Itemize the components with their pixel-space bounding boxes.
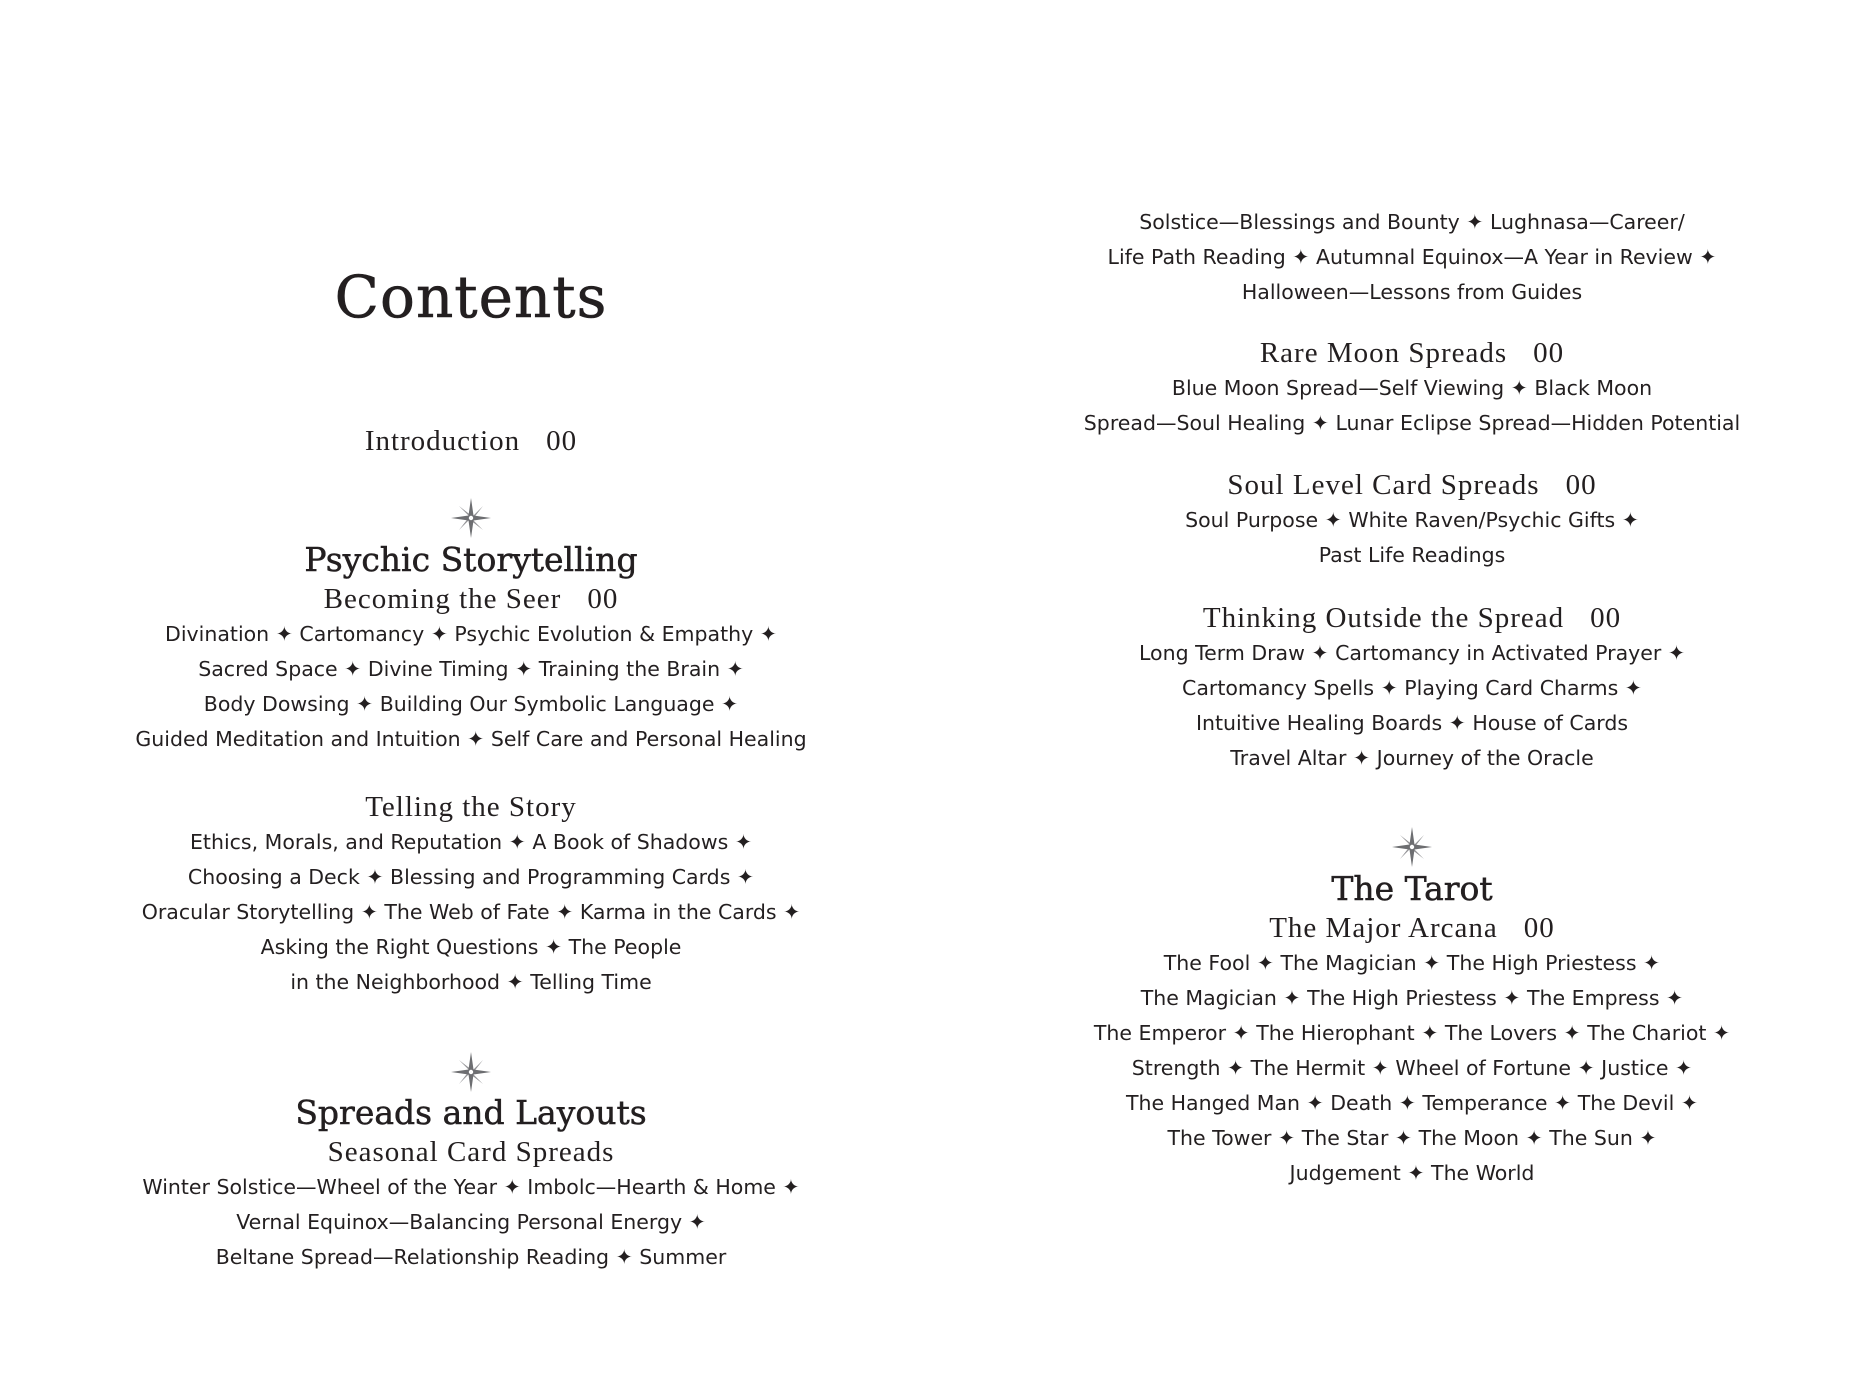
chapter-label: Soul Level Card Spreads xyxy=(1227,469,1540,501)
topic-line: Judgement ✦ The World xyxy=(1289,1161,1535,1185)
chapter-topics xyxy=(91,825,851,1000)
chapter-page-number: 00 xyxy=(1533,337,1565,369)
topic-line: Winter Solstice—Wheel of the Year ✦ Imbolc—Hearth & Home ✦ xyxy=(142,1175,800,1199)
topic-line: Soul Purpose ✦ White Raven/Psychic Gifts ✦ xyxy=(1185,508,1639,532)
chapter-topics xyxy=(1032,946,1792,1191)
topic-line: Beltane Spread—Relationship Reading ✦ Summer xyxy=(215,1245,727,1269)
left-column xyxy=(91,0,851,1400)
topic-line: Long Term Draw ✦ Cartomancy in Activated Prayer ✦ xyxy=(1138,641,1685,665)
part-the-tarot xyxy=(1032,868,1792,1191)
topic-line: Intuitive Healing Boards ✦ House of Cards xyxy=(1195,711,1629,735)
topic-line: The Emperor ✦ The Hierophant ✦ The Lovers ✦ The Chariot ✦ xyxy=(1093,1021,1731,1045)
chapter-label: Telling the Story xyxy=(365,791,577,823)
topic-line: Asking the Right Questions ✦ The People xyxy=(260,935,682,959)
compass-star-icon xyxy=(1392,827,1432,867)
topic-line: Spread—Soul Healing ✦ Lunar Eclipse Spread—Hidden Potential xyxy=(1083,411,1741,435)
chapter-heading xyxy=(91,790,851,825)
chapter-topics xyxy=(1032,636,1792,776)
chapter-heading xyxy=(91,582,851,617)
part-spreads-and-layouts xyxy=(91,1092,851,1275)
topic-line: The Magician ✦ The High Priestess ✦ The Empress ✦ xyxy=(1140,986,1684,1010)
chapter-page-number: 00 xyxy=(1523,912,1555,944)
contents-title: Contents xyxy=(334,263,608,331)
part-title: The Tarot xyxy=(1331,869,1493,908)
chapter-label: Thinking Outside the Spread xyxy=(1202,602,1565,634)
chapter-topics xyxy=(1032,503,1792,573)
topic-line: Choosing a Deck ✦ Blessing and Programming Cards ✦ xyxy=(187,865,755,889)
part-title: Psychic Storytelling xyxy=(304,540,638,579)
chapter-heading xyxy=(91,1135,851,1170)
part-psychic-storytelling xyxy=(91,539,851,757)
topic-line: The Fool ✦ The Magician ✦ The High Priestess ✦ xyxy=(1163,951,1661,975)
chapter-page-number: 00 xyxy=(1590,602,1622,634)
topic-line: Past Life Readings xyxy=(1318,543,1506,567)
chapter-topics xyxy=(1032,371,1792,441)
introduction-entry xyxy=(91,424,851,459)
topic-line: Halloween—Lessons from Guides xyxy=(1241,280,1583,304)
chapter-page-number: 00 xyxy=(1565,469,1597,501)
topic-line: Vernal Equinox—Balancing Personal Energy ✦ xyxy=(236,1210,706,1234)
chapter-heading xyxy=(1032,468,1792,503)
seasonal-continued xyxy=(1032,205,1792,310)
topic-line: Blue Moon Spread—Self Viewing ✦ Black Moon xyxy=(1171,376,1653,400)
topic-line: Solstice—Blessings and Bounty ✦ Lughnasa—Career/ xyxy=(1139,210,1685,234)
right-page xyxy=(933,0,1866,1400)
topic-line: Body Dowsing ✦ Building Our Symbolic Language ✦ xyxy=(203,692,739,716)
topic-line: Divination ✦ Cartomancy ✦ Psychic Evolution & Empathy ✦ xyxy=(165,622,777,646)
topic-line: Guided Meditation and Intuition ✦ Self Care and Personal Healing xyxy=(135,727,807,751)
introduction-label: Introduction xyxy=(364,425,521,457)
chapter-heading xyxy=(1032,911,1792,946)
chapter-topics xyxy=(91,1170,851,1275)
part-title: Spreads and Layouts xyxy=(295,1093,647,1132)
chapter-soul-level-card-spreads xyxy=(1032,468,1792,573)
chapter-topics xyxy=(91,617,851,757)
topic-line: Oracular Storytelling ✦ The Web of Fate ✦ Karma in the Cards ✦ xyxy=(141,900,801,924)
chapter-label: Becoming the Seer xyxy=(323,583,562,615)
chapter-telling-the-story xyxy=(91,790,851,1000)
topic-line: The Hanged Man ✦ Death ✦ Temperance ✦ The Devil ✦ xyxy=(1126,1091,1698,1115)
chapter-heading xyxy=(1032,336,1792,371)
introduction-page-number: 00 xyxy=(546,425,578,457)
topic-line: Ethics, Morals, and Reputation ✦ A Book of Shadows ✦ xyxy=(189,830,752,854)
chapter-label: The Major Arcana xyxy=(1269,912,1498,944)
compass-star-icon xyxy=(451,1052,491,1092)
topic-line: Strength ✦ The Hermit ✦ Wheel of Fortune ✦ Justice ✦ xyxy=(1131,1056,1693,1080)
compass-star-icon xyxy=(451,498,491,538)
chapter-label: Seasonal Card Spreads xyxy=(327,1136,615,1168)
chapter-page-number: 00 xyxy=(587,583,619,615)
topic-line: Sacred Space ✦ Divine Timing ✦ Training the Brain ✦ xyxy=(198,657,744,681)
topic-line: Life Path Reading ✦ Autumnal Equinox—A Year in Review ✦ xyxy=(1107,245,1717,269)
chapter-label: Rare Moon Spreads xyxy=(1259,337,1508,369)
topic-line: Cartomancy Spells ✦ Playing Card Charms ✦ xyxy=(1182,676,1642,700)
chapter-topics xyxy=(1032,205,1792,310)
chapter-heading xyxy=(1032,601,1792,636)
topic-line: Travel Altar ✦ Journey of the Oracle xyxy=(1230,746,1594,770)
right-column xyxy=(1032,0,1792,1400)
topic-line: The Tower ✦ The Star ✦ The Moon ✦ The Sun ✦ xyxy=(1167,1126,1657,1150)
chapter-rare-moon-spreads xyxy=(1032,336,1792,441)
topic-line: in the Neighborhood ✦ Telling Time xyxy=(290,970,652,994)
chapter-thinking-outside-the-spread xyxy=(1032,601,1792,776)
